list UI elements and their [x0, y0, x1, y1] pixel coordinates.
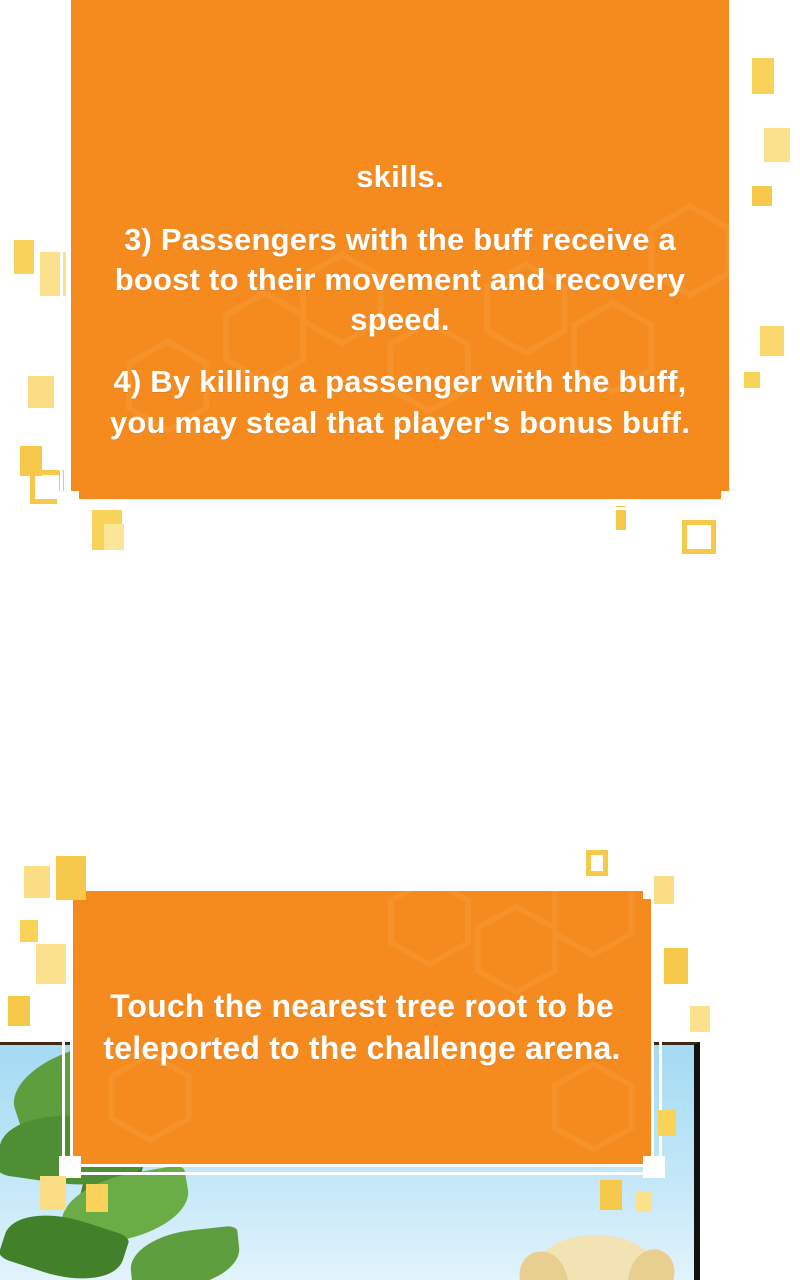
decor-square [14, 240, 34, 274]
decor-square [56, 856, 86, 900]
decor-square [752, 186, 772, 206]
buff-rules-panel [60, 0, 740, 510]
panel-corner-icon [721, 491, 743, 513]
decor-square [682, 520, 716, 554]
panel-inner-frame [70, 888, 654, 1167]
panel-corner-icon [643, 1156, 665, 1178]
decor-square [36, 944, 66, 984]
paragraph: Touch the nearest tree root to be teleported to the challenge arena. [103, 987, 621, 1066]
decor-square [28, 376, 54, 408]
decor-square [86, 1184, 108, 1212]
decor-square [658, 1110, 676, 1136]
decor-square [744, 372, 760, 388]
decor-square [764, 128, 790, 162]
decor-square [20, 920, 38, 942]
paragraph: 3) Passengers with the buff receive a boost to their movement and recovery speed. [114, 221, 686, 338]
decor-square [586, 850, 608, 876]
decor-square [752, 58, 774, 94]
decor-square [24, 866, 50, 898]
decor-square [636, 1192, 652, 1212]
panel-inner-frame [68, 0, 732, 502]
panel-corner-icon [59, 1156, 81, 1178]
paragraph: 4) By killing a passenger with the buff, you may steal that player's bonus buff. [109, 364, 691, 440]
panel-corner-icon [57, 491, 79, 513]
teleport-instruction-panel [62, 880, 662, 1175]
decor-square [654, 876, 674, 904]
decor-square [600, 1180, 622, 1210]
decor-square [40, 1176, 66, 1210]
paragraph: skills. [356, 159, 444, 195]
panel-text [73, 986, 651, 1069]
decor-square [664, 948, 688, 984]
panel-text [71, 157, 729, 443]
decor-square [760, 326, 784, 356]
decor-square [104, 524, 124, 550]
decor-square [690, 1006, 710, 1032]
decor-square [8, 996, 30, 1026]
